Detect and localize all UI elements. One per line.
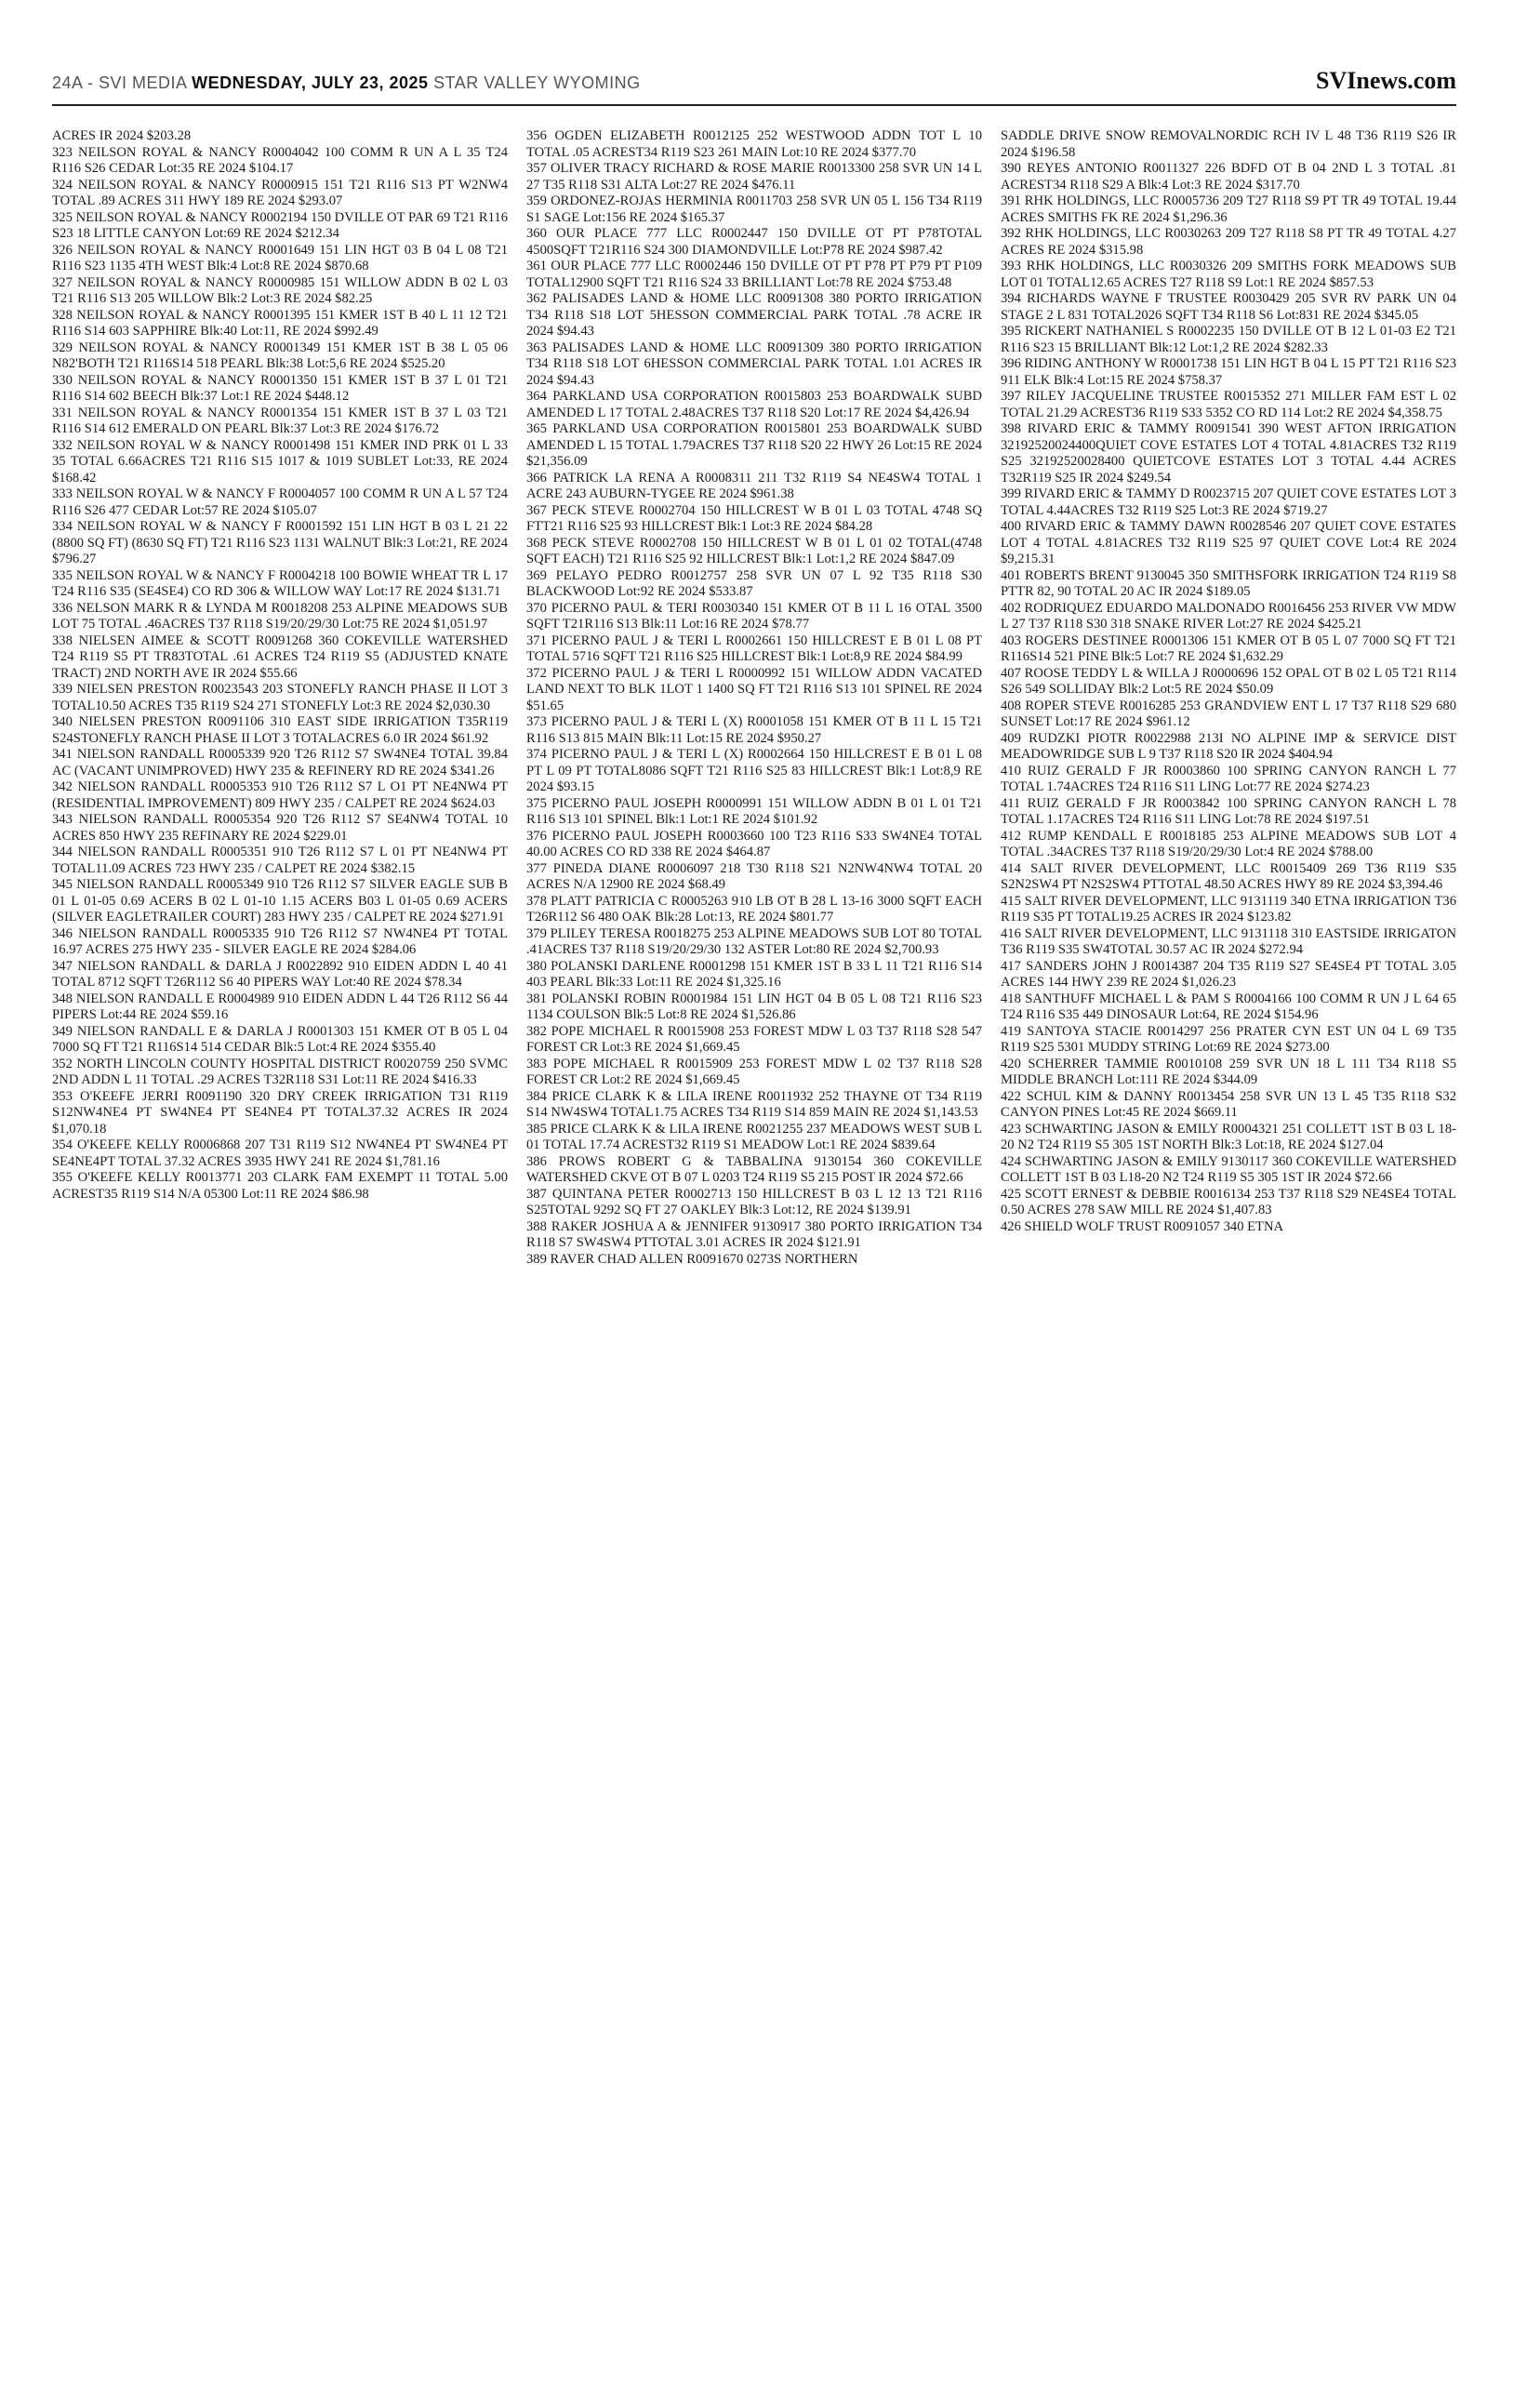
tax-listing-entry: 417 SANDERS JOHN J R0014387 204 T35 R119 S27 SE4SE4 PT TOTAL 3.05 ACRES 144 HWY 239 RE 2024 $1,026.23	[1001, 958, 1456, 990]
tax-listing-entry: 326 NEILSON ROYAL & NANCY R0001649 151 LIN HGT 03 B 04 L 08 T21 R116 S23 1135 4TH WEST Blk:4 Lot:8 RE 2024 $870.68	[52, 242, 508, 273]
tax-listing-entry: 348 NIELSON RANDALL E R0004989 910 EIDEN ADDN L 44 T26 R112 S6 44 PIPERS Lot:44 RE 2024 $59.16	[52, 991, 508, 1022]
tax-listing-entry: 361 OUR PLACE 777 LLC R0002446 150 DVILLE OT PT P78 PT P79 PT P109 TOTAL12900 SQFT T21 R116 S24 33 BRILLIANT Lot:78 RE 2024 $753.48	[526, 259, 982, 290]
tax-listing-entry: 423 SCHWARTING JASON & EMILY R0004321 251 COLLETT 1ST B 03 L 18-20 N2 T24 R119 S5 305 1ST NORTH Blk:3 Lot:18, RE 2024 $127.04	[1001, 1121, 1456, 1152]
tax-listing-entry: 425 SCOTT ERNEST & DEBBIE R0016134 253 T37 R118 S29 NE4SE4 TOTAL 0.50 ACRES 278 SAW MILL RE 2024 $1,407.83	[1001, 1186, 1456, 1217]
tax-listing-entry: 352 NORTH LINCOLN COUNTY HOSPITAL DISTRICT R0020759 250 SVMC 2ND ADDN L 11 TOTAL .29 ACRES T32R118 S31 Lot:11 RE 2024 $416.33	[52, 1056, 508, 1087]
tax-listing-entry: 360 OUR PLACE 777 LLC R0002447 150 DVILLE OT PT P78TOTAL 4500SQFT T21R116 S24 300 DIAMONDVILLE Lot:P78 RE 2024 $987.42	[526, 226, 982, 258]
tax-listing-entry: 389 RAVER CHAD ALLEN R0091670 0273S NORTHERN	[526, 1251, 858, 1267]
tax-listing-entry: 420 SCHERRER TAMMIE R0010108 259 SVR UN 18 L 111 T34 R118 S5 MIDDLE BRANCH Lot:111 RE 2024 $344.09	[1001, 1056, 1456, 1087]
tax-listing-entry: 418 SANTHUFF MICHAEL L & PAM S R0004166 100 COMM R UN J L 64 65 T24 R116 S35 449 DINOSAUR Lot:64, RE 2024 $154.96	[1001, 991, 1456, 1022]
tax-listing-entry: 345 NIELSON RANDALL R0005349 910 T26 R112 S7 SILVER EAGLE SUB B 01 L 01-05 0.69 ACERS B 02 L 01-10 1.15 ACERS B03 L 01-05 0.69 ACERS (SILVER EAGLETRAILER COURT) 283 HWY 235 / CALPET RE 2024 $271.91	[52, 877, 508, 924]
tax-listing-entry: 346 NIELSON RANDALL R0005335 910 T26 R112 S7 NW4NE4 PT TOTAL 16.97 ACRES 275 HWY 235 - SILVER EAGLE RE 2024 $284.06	[52, 925, 508, 957]
tax-listing-entry: 339 NIELSEN PRESTON R0023543 203 STONEFLY RANCH PHASE II LOT 3 TOTAL10.50 ACRES T35 R119 S24 271 STONEFLY Lot:3 RE 2024 $2,030.30	[52, 682, 508, 713]
tax-listing-entry: 363 PALISADES LAND & HOME LLC R0091309 380 PORTO IRRIGATION T34 R118 S18 LOT 6HESSON COMMERCIAL PARK TOTAL 1.01 ACRES IR 2024 $94.43	[526, 339, 982, 388]
tax-listing-entry: 332 NEILSON ROYAL W & NANCY R0001498 151 KMER IND PRK 01 L 33 35 TOTAL 6.66ACRES T21 R116 S15 1017 & 1019 SUBLET Lot:33, RE 2024 $168.42	[52, 437, 508, 486]
section-name: STAR VALLEY WYOMING	[433, 73, 641, 92]
tax-listing-entry: 416 SALT RIVER DEVELOPMENT, LLC 9131118 310 EASTSIDE IRRIGATON T36 R119 S35 SW4TOTAL 30.57 AC IR 2024 $272.94	[1001, 925, 1456, 957]
tax-listing-entry: 375 PICERNO PAUL JOSEPH R0000991 151 WILLOW ADDN B 01 L 01 T21 R116 S13 101 SPINEL Blk:1 Lot:1 RE 2024 $101.92	[526, 795, 982, 827]
tax-listing-entry: 392 RHK HOLDINGS, LLC R0030263 209 T27 R118 S8 PT TR 49 TOTAL 4.27 ACRES RE 2024 $315.98	[1001, 226, 1456, 258]
tax-listing-entry: 407 ROOSE TEDDY L & WILLA J R0000696 152 OPAL OT B 02 L 05 T21 R114 S26 549 SOLLIDAY Blk:2 Lot:5 RE 2024 $50.09	[1001, 665, 1456, 697]
tax-listing-entry: 386 PROWS ROBERT G & TABBALINA 9130154 360 COKEVILLE WATERSHED CKVE OT B 07 L 0203 T24 R119 S5 215 POST IR 2024 $72.66	[526, 1153, 982, 1185]
tax-listing-entry: 368 PECK STEVE R0002708 150 HILLCREST W B 01 L 01 02 TOTAL(4748 SQFT EACH) T21 R116 S25 92 HILLCREST Blk:1 Lot:1,2 RE 2024 $847.09	[526, 535, 982, 566]
tax-listing-entry: 365 PARKLAND USA CORPORATION R0015801 253 BOARDWALK SUBD AMENDED L 15 TOTAL 1.79ACRES T37 R118 S20 22 HWY 26 Lot:15 RE 2024 $21,356.09	[526, 421, 982, 469]
page-label: 24A - SVI MEDIA	[52, 73, 187, 92]
tax-listing-entry: 344 NIELSON RANDALL R0005351 910 T26 R112 S7 L 01 PT NE4NW4 PT TOTAL11.09 ACRES 723 HWY 235 / CALPET RE 2024 $382.15	[52, 845, 508, 876]
tax-listing-entry: 325 NEILSON ROYAL & NANCY R0002194 150 DVILLE OT PAR 69 T21 R116 S23 18 LITTLE CANYON Lot:69 RE 2024 $212.34	[52, 209, 508, 241]
column-3	[1001, 128, 1456, 2361]
tax-listing-entry: 385 PRICE CLARK K & LILA IRENE R0021255 237 MEADOWS WEST SUB L 01 TOTAL 17.74 ACREST32 R119 S1 MEADOW Lot:1 RE 2024 $839.64	[526, 1121, 982, 1152]
tax-listing-entry: 328 NEILSON ROYAL & NANCY R0001395 151 KMER 1ST B 40 L 11 12 T21 R116 S14 603 SAPPHIRE Blk:40 Lot:11, RE 2024 $992.49	[52, 307, 508, 339]
tax-listing-entry: 364 PARKLAND USA CORPORATION R0015803 253 BOARDWALK SUBD AMENDED L 17 TOTAL 2.48ACRES T37 R118 S20 Lot:17 RE 2024 $4,426.94	[526, 389, 982, 420]
tax-listing-entry: 355 O'KEEFE KELLY R0013771 203 CLARK FAM EXEMPT 11 TOTAL 5.00 ACREST35 R119 S14 N/A 05300 Lot:11 RE 2024 $86.98	[52, 1170, 508, 1202]
tax-listing-entry: 378 PLATT PATRICIA C R0005263 910 LB OT B 28 L 13-16 3000 SQFT EACH T26R112 S6 480 OAK Blk:28 Lot:13, RE 2024 $801.77	[526, 893, 982, 924]
header-dateline	[52, 73, 641, 93]
tax-listing-entry: 347 NIELSON RANDALL & DARLA J R0022892 910 EIDEN ADDN L 40 41 TOTAL 8712 SQFT T26R112 S6 40 PIPERS WAY Lot:40 RE 2024 $78.34	[52, 958, 508, 990]
tax-listing-entry: 412 RUMP KENDALL E R0018185 253 ALPINE MEADOWS SUB LOT 4 TOTAL .34ACRES T37 R118 S19/20/29/30 Lot:4 RE 2024 $788.00	[1001, 828, 1456, 859]
tax-listing-entry: 356 OGDEN ELIZABETH R0012125 252 WESTWOOD ADDN TOT L 10 TOTAL .05 ACREST34 R119 S23 261 MAIN Lot:10 RE 2024 $377.70	[526, 128, 982, 160]
tax-listing-entry: 422 SCHUL KIM & DANNY R0013454 258 SVR UN 13 L 45 T35 R118 S32 CANYON PINES Lot:45 RE 2024 $669.11	[1001, 1088, 1456, 1120]
tax-listing-entry: 397 RILEY JACQUELINE TRUSTEE R0015352 271 MILLER FAM EST L 02 TOTAL 21.29 ACREST36 R119 S33 5352 CO RD 114 Lot:2 RE 2024 $4,358.75	[1001, 389, 1456, 420]
tax-listing-entry: 377 PINEDA DIANE R0006097 218 T30 R118 S21 N2NW4NW4 TOTAL 20 ACRES N/A 12900 RE 2024 $68.49	[526, 860, 982, 892]
tax-listing-entry: 380 POLANSKI DARLENE R0001298 151 KMER 1ST B 33 L 11 T21 R116 S14 403 PEARL Blk:33 Lot:11 RE 2024 $1,325.16	[526, 958, 982, 990]
tax-listing-entry: 382 POPE MICHAEL R R0015908 253 FOREST MDW L 03 T37 R118 S28 547 FOREST CR Lot:3 RE 2024 $1,669.45	[526, 1023, 982, 1055]
tax-listing-entry: 354 O'KEEFE KELLY R0006868 207 T31 R119 S12 NW4NE4 PT SW4NE4 PT SE4NE4PT TOTAL 37.32 ACRES 3935 HWY 241 RE 2024 $1,781.16	[52, 1137, 508, 1169]
tax-listing-entry: 424 SCHWARTING JASON & EMILY 9130117 360 COKEVILLE WATERSHED COLLETT 1ST B 03 L18-20 N2 T24 R119 S5 305 1ST IR 2024 $72.66	[1001, 1153, 1456, 1185]
tax-listing-entry: 369 PELAYO PEDRO R0012757 258 SVR UN 07 L 92 T35 R118 S30 BLACKWOOD Lot:92 RE 2024 $533.87	[526, 567, 982, 599]
tax-listing-entry: 419 SANTOYA STACIE R0014297 256 PRATER CYN EST UN 04 L 69 T35 R119 S25 5301 MUDDY STRING Lot:69 RE 2024 $273.00	[1001, 1023, 1456, 1055]
tax-listing-entry: 349 NIELSON RANDALL E & DARLA J R0001303 151 KMER OT B 05 L 04 7000 SQ FT T21 R116S14 514 CEDAR Blk:5 Lot:4 RE 2024 $355.40	[52, 1023, 508, 1055]
tax-listing-entry: 336 NELSON MARK R & LYNDA M R0018208 253 ALPINE MEADOWS SUB LOT 75 TOTAL .46ACRES T37 R118 S19/20/29/30 Lot:75 RE 2024 $1,051.97	[52, 600, 508, 632]
tax-listing-entry: 408 ROPER STEVE R0016285 253 GRANDVIEW ENT L 17 T37 R118 S29 680 SUNSET Lot:17 RE 2024 $961.12	[1001, 698, 1456, 729]
tax-listing-entry: 334 NEILSON ROYAL W & NANCY F R0001592 151 LIN HGT B 03 L 21 22 (8800 SQ FT) (8630 SQ FT) T21 R116 S23 1131 WALNUT Blk:3 Lot:21, RE 2024 $796.27	[52, 519, 508, 566]
tax-listing-entry: 373 PICERNO PAUL J & TERI L (X) R0001058 151 KMER OT B 11 L 15 T21 R116 S13 815 MAIN Blk:11 Lot:15 RE 2024 $950.27	[526, 714, 982, 746]
tax-listing-entry: 381 POLANSKI ROBIN R0001984 151 LIN HGT 04 B 05 L 08 T21 R116 S23 1134 COULSON Blk:5 Lot:8 RE 2024 $1,526.86	[526, 991, 982, 1022]
tax-listing-entry: 384 PRICE CLARK K & LILA IRENE R0011932 252 THAYNE OT T34 R119 S14 NW4SW4 TOTAL1.75 ACRES T34 R119 S14 859 MAIN RE 2024 $1,143.53	[526, 1088, 982, 1120]
tax-listing-entry: 338 NIELSEN AIMEE & SCOTT R0091268 360 COKEVILLE WATERSHED T24 R119 S5 PT TR83TOTAL .61 ACRES T24 R119 S5 (ADJUSTED KNATE TRACT) 2ND NORTH AVE IR 2024 $55.66	[52, 632, 508, 681]
tax-listing-entry: ACRES IR 2024 $203.28	[52, 128, 192, 143]
tax-listing-entry: 398 RIVARD ERIC & TAMMY R0091541 390 WEST AFTON IRRIGATION 32192520024400QUIET COVE ESTATES LOT 4 TOTAL 4.81ACRES T32 R119 S25 32192520028400 QUIETCOVE ESTATES LOT 3 TOTAL 4.44 ACRES T32R119 S25 IR 2024 $249.54	[1001, 421, 1456, 486]
tax-listing-entry: 341 NIELSON RANDALL R0005339 920 T26 R112 S7 SW4NE4 TOTAL 39.84 AC (VACANT UNIMPROVED) HWY 235 & REFINERY RD RE 2024 $341.26	[52, 747, 508, 778]
tax-listing-entry: 362 PALISADES LAND & HOME LLC R0091308 380 PORTO IRRIGATION T34 R118 S18 LOT 5HESSON COMMERCIAL PARK TOTAL .78 ACRE IR 2024 $94.43	[526, 291, 982, 339]
tax-listing-entry: 372 PICERNO PAUL J & TERI L R0000992 151 WILLOW ADDN VACATED LAND NEXT TO BLK 1LOT 1 1400 SQ FT T21 R116 S13 101 SPINEL RE 2024 $51.65	[526, 665, 982, 713]
tax-listing-entry: 388 RAKER JOSHUA A & JENNIFER 9130917 380 PORTO IRRIGATION T34 R118 S7 SW4SW4 PTTOTAL 3.01 ACRES IR 2024 $121.91	[526, 1218, 982, 1250]
tax-listing-entry: 342 NIELSON RANDALL R0005353 910 T26 R112 S7 L O1 PT NE4NW4 PT (RESIDENTIAL IMPROVEMENT) 809 HWY 235 / CALPET RE 2024 $624.03	[52, 779, 508, 811]
tax-listing-entry: 324 NEILSON ROYAL & NANCY R0000915 151 T21 R116 S13 PT W2NW4 TOTAL .89 ACRES 311 HWY 189 RE 2024 $293.07	[52, 177, 508, 208]
tax-listing-entry: 374 PICERNO PAUL J & TERI L (X) R0002664 150 HILLCREST E B 01 L 08 PT L 09 PT TOTAL8086 SQFT T21 R116 S25 83 HILLCREST Blk:1 Lot:8,9 RE 2024 $93.15	[526, 747, 982, 794]
tax-listing-entry: 403 ROGERS DESTINEE R0001306 151 KMER OT B 05 L 07 7000 SQ FT T21 R116S14 521 PINE Blk:5 Lot:7 RE 2024 $1,632.29	[1001, 632, 1456, 664]
tax-listing-entry: 359 ORDONEZ-ROJAS HERMINIA R0011703 258 SVR UN 05 L 156 T34 R119 S1 SAGE Lot:156 RE 2024 $165.37	[526, 193, 982, 225]
tax-listing-entry: 426 SHIELD WOLF TRUST R0091057 340 ETNA	[1001, 1218, 1284, 1234]
tax-listing-entry: 396 RIDING ANTHONY W R0001738 151 LIN HGT B 04 L 15 PT T21 R116 S23 911 ELK Blk:4 Lot:15 RE 2024 $758.37	[1001, 356, 1456, 388]
tax-listing-entry: 330 NEILSON ROYAL & NANCY R0001350 151 KMER 1ST B 37 L 01 T21 R116 S14 602 BEECH Blk:37 Lot:1 RE 2024 $448.12	[52, 372, 508, 404]
tax-listing-entry: 402 RODRIQUEZ EDUARDO MALDONADO R0016456 253 RIVER VW MDW L 27 T37 R118 S30 318 SNAKE RIVER Lot:27 RE 2024 $425.21	[1001, 600, 1456, 632]
site-name: SVInews.com	[1316, 67, 1456, 94]
tax-listing-entry: 323 NEILSON ROYAL & NANCY R0004042 100 COMM R UN A L 35 T24 R116 S26 CEDAR Lot:35 RE 2024 $104.17	[52, 144, 508, 176]
tax-listing-entry: 340 NIELSEN PRESTON R0091106 310 EAST SIDE IRRIGATION T35R119 S24STONEFLY RANCH PHASE II LOT 3 TOTALACRES 6.0 IR 2024 $61.92	[52, 714, 508, 746]
tax-listing-entry: 367 PECK STEVE R0002704 150 HILLCREST W B 01 L 03 TOTAL 4748 SQ FTT21 R116 S25 93 HILLCREST Blk:1 Lot:3 RE 2024 $84.28	[526, 502, 982, 534]
tax-listing-entry: 335 NEILSON ROYAL W & NANCY F R0004218 100 BOWIE WHEAT TR L 17 T24 R116 S35 (SE4SE4) CO RD 306 & WILLOW WAY Lot:17 RE 2024 $131.71	[52, 567, 508, 599]
tax-listing-entry: 414 SALT RIVER DEVELOPMENT, LLC R0015409 269 T36 R119 S35 S2N2SW4 PT N2S2SW4 PTTOTAL 48.50 ACRES HWY 89 RE 2024 $3,394.46	[1001, 860, 1456, 892]
tax-listing-entry: 376 PICERNO PAUL JOSEPH R0003660 100 T23 R116 S33 SW4NE4 TOTAL 40.00 ACRES CO RD 338 RE 2024 $464.87	[526, 828, 982, 859]
tax-listing-entry: 353 O'KEEFE JERRI R0091190 320 DRY CREEK IRRIGATION T31 R119 S12NW4NE4 PT SW4NE4 PT SE4NE4 PT TOTAL37.32 ACRES IR 2024 $1,070.18	[52, 1088, 508, 1137]
tax-listing-entry: 394 RICHARDS WAYNE F TRUSTEE R0030429 205 SVR RV PARK UN 04 STAGE 2 L 831 TOTAL2026 SQFT T34 R118 S6 Lot:831 RE 2024 $345.05	[1001, 291, 1456, 323]
tax-listing-entry: 399 RIVARD ERIC & TAMMY D R0023715 207 QUIET COVE ESTATES LOT 3 TOTAL 4.44ACRES T32 R119 S25 Lot:3 RE 2024 $719.27	[1001, 486, 1456, 518]
tax-listing-entry: 371 PICERNO PAUL J & TERI L R0002661 150 HILLCREST E B 01 L 08 PT TOTAL 5716 SQFT T21 R116 S25 HILLCREST Blk:1 Lot:8,9 RE 2024 $84.99	[526, 632, 982, 664]
tax-listing-entry: 357 OLIVER TRACY RICHARD & ROSE MARIE R0013300 258 SVR UN 14 L 27 T35 R118 S31 ALTA Lot:27 RE 2024 $476.11	[526, 161, 982, 193]
tax-listing-entry: 387 QUINTANA PETER R0002713 150 HILLCREST B 03 L 12 13 T21 R116 S25TOTAL 9292 SQ FT 27 OAKLEY Blk:3 Lot:12, RE 2024 $139.91	[526, 1186, 982, 1217]
tax-listing-entry: 401 ROBERTS BRENT 9130045 350 SMITHSFORK IRRIGATION T24 R119 S8 PTTR 82, 90 TOTAL 20 AC IR 2024 $189.05	[1001, 567, 1456, 599]
tax-listing-entry: 391 RHK HOLDINGS, LLC R0005736 209 T27 R118 S9 PT TR 49 TOTAL 19.44 ACRES SMITHS FK RE 2024 $1,296.36	[1001, 193, 1456, 225]
tax-listing-entry: 393 RHK HOLDINGS, LLC R0030326 209 SMITHS FORK MEADOWS SUB LOT 01 TOTAL12.65 ACRES T27 R118 S9 Lot:1 RE 2024 $857.53	[1001, 259, 1456, 290]
column-2	[526, 128, 982, 2361]
publication-date: WEDNESDAY, JULY 23, 2025	[192, 73, 429, 92]
tax-listing-entry: 327 NEILSON ROYAL & NANCY R0000985 151 WILLOW ADDN B 02 L 03 T21 R116 S13 205 WILLOW Blk:2 Lot:3 RE 2024 $82.25	[52, 274, 508, 306]
tax-listing-entry: SADDLE DRIVE SNOW REMOVALNORDIC RCH IV L 48 T36 R119 S26 IR 2024 $196.58	[1001, 128, 1456, 160]
tax-listing-entry: 400 RIVARD ERIC & TAMMY DAWN R0028546 207 QUIET COVE ESTATES LOT 4 TOTAL 4.81ACRES T32 R119 S25 97 QUIET COVE Lot:4 RE 2024 $9,215.31	[1001, 519, 1456, 566]
tax-listing-entry: 329 NEILSON ROYAL & NANCY R0001349 151 KMER 1ST B 38 L 05 06 N82'BOTH T21 R116S14 518 PEARL Blk:38 Lot:5,6 RE 2024 $525.20	[52, 339, 508, 371]
tax-listing-entry: 409 RUDZKI PIOTR R0022988 213I NO ALPINE IMP & SERVICE DIST MEADOWRIDGE SUB L 9 T37 R118 S20 IR 2024 $404.94	[1001, 730, 1456, 762]
tax-listing-entry: 411 RUIZ GERALD F JR R0003842 100 SPRING CANYON RANCH L 78 TOTAL 1.17ACRES T24 R116 S11 LING Lot:78 RE 2024 $197.51	[1001, 795, 1456, 827]
tax-listing-entry: 390 REYES ANTONIO R0011327 226 BDFD OT B 04 2ND L 3 TOTAL .81 ACREST34 R118 S29 A Blk:4 Lot:3 RE 2024 $317.70	[1001, 161, 1456, 193]
tax-listing-entry: 343 NIELSON RANDALL R0005354 920 T26 R112 S7 SE4NW4 TOTAL 10 ACRES 850 HWY 235 REFINARY RE 2024 $229.01	[52, 812, 508, 844]
page-header	[52, 56, 1456, 106]
tax-listing-entry: 415 SALT RIVER DEVELOPMENT, LLC 9131119 340 ETNA IRRIGATION T36 R119 S35 PT TOTAL19.25 ACRES IR 2024 $123.82	[1001, 893, 1456, 924]
tax-listing-entry: 370 PICERNO PAUL & TERI R0030340 151 KMER OT B 11 L 16 OTAL 3500 SQFT T21R116 S13 Blk:11 Lot:16 RE 2024 $78.77	[526, 600, 982, 632]
tax-listing-entry: 395 RICKERT NATHANIEL S R0002235 150 DVILLE OT B 12 L 01-03 E2 T21 R116 S23 15 BRILLIANT Blk:12 Lot:1,2 RE 2024 $282.33	[1001, 324, 1456, 355]
tax-listing-entry: 410 RUIZ GERALD F JR R0003860 100 SPRING CANYON RANCH L 77 TOTAL 1.74ACRES T24 R116 S11 LING Lot:77 RE 2024 $274.23	[1001, 763, 1456, 794]
legal-notice-columns	[52, 128, 1456, 2361]
tax-listing-entry: 383 POPE MICHAEL R R0015909 253 FOREST MDW L 02 T37 R118 S28 FOREST CR Lot:2 RE 2024 $1,669.45	[526, 1056, 982, 1087]
tax-listing-entry: 333 NEILSON ROYAL W & NANCY F R0004057 100 COMM R UN A L 57 T24 R116 S26 477 CEDAR Lot:57 RE 2024 $105.07	[52, 486, 508, 518]
tax-listing-entry: 331 NEILSON ROYAL & NANCY R0001354 151 KMER 1ST B 37 L 03 T21 R116 S14 612 EMERALD ON PEARL Blk:37 Lot:3 RE 2024 $176.72	[52, 405, 508, 436]
column-1	[52, 128, 508, 2361]
tax-listing-entry: 379 PLILEY TERESA R0018275 253 ALPINE MEADOWS SUB LOT 80 TOTAL .41ACRES T37 R118 S19/20/29/30 132 ASTER Lot:80 RE 2024 $2,700.93	[526, 925, 982, 957]
tax-listing-entry: 366 PATRICK LA RENA A R0008311 211 T32 R119 S4 NE4SW4 TOTAL 1 ACRE 243 AUBURN-TYGEE RE 2024 $961.38	[526, 470, 982, 501]
